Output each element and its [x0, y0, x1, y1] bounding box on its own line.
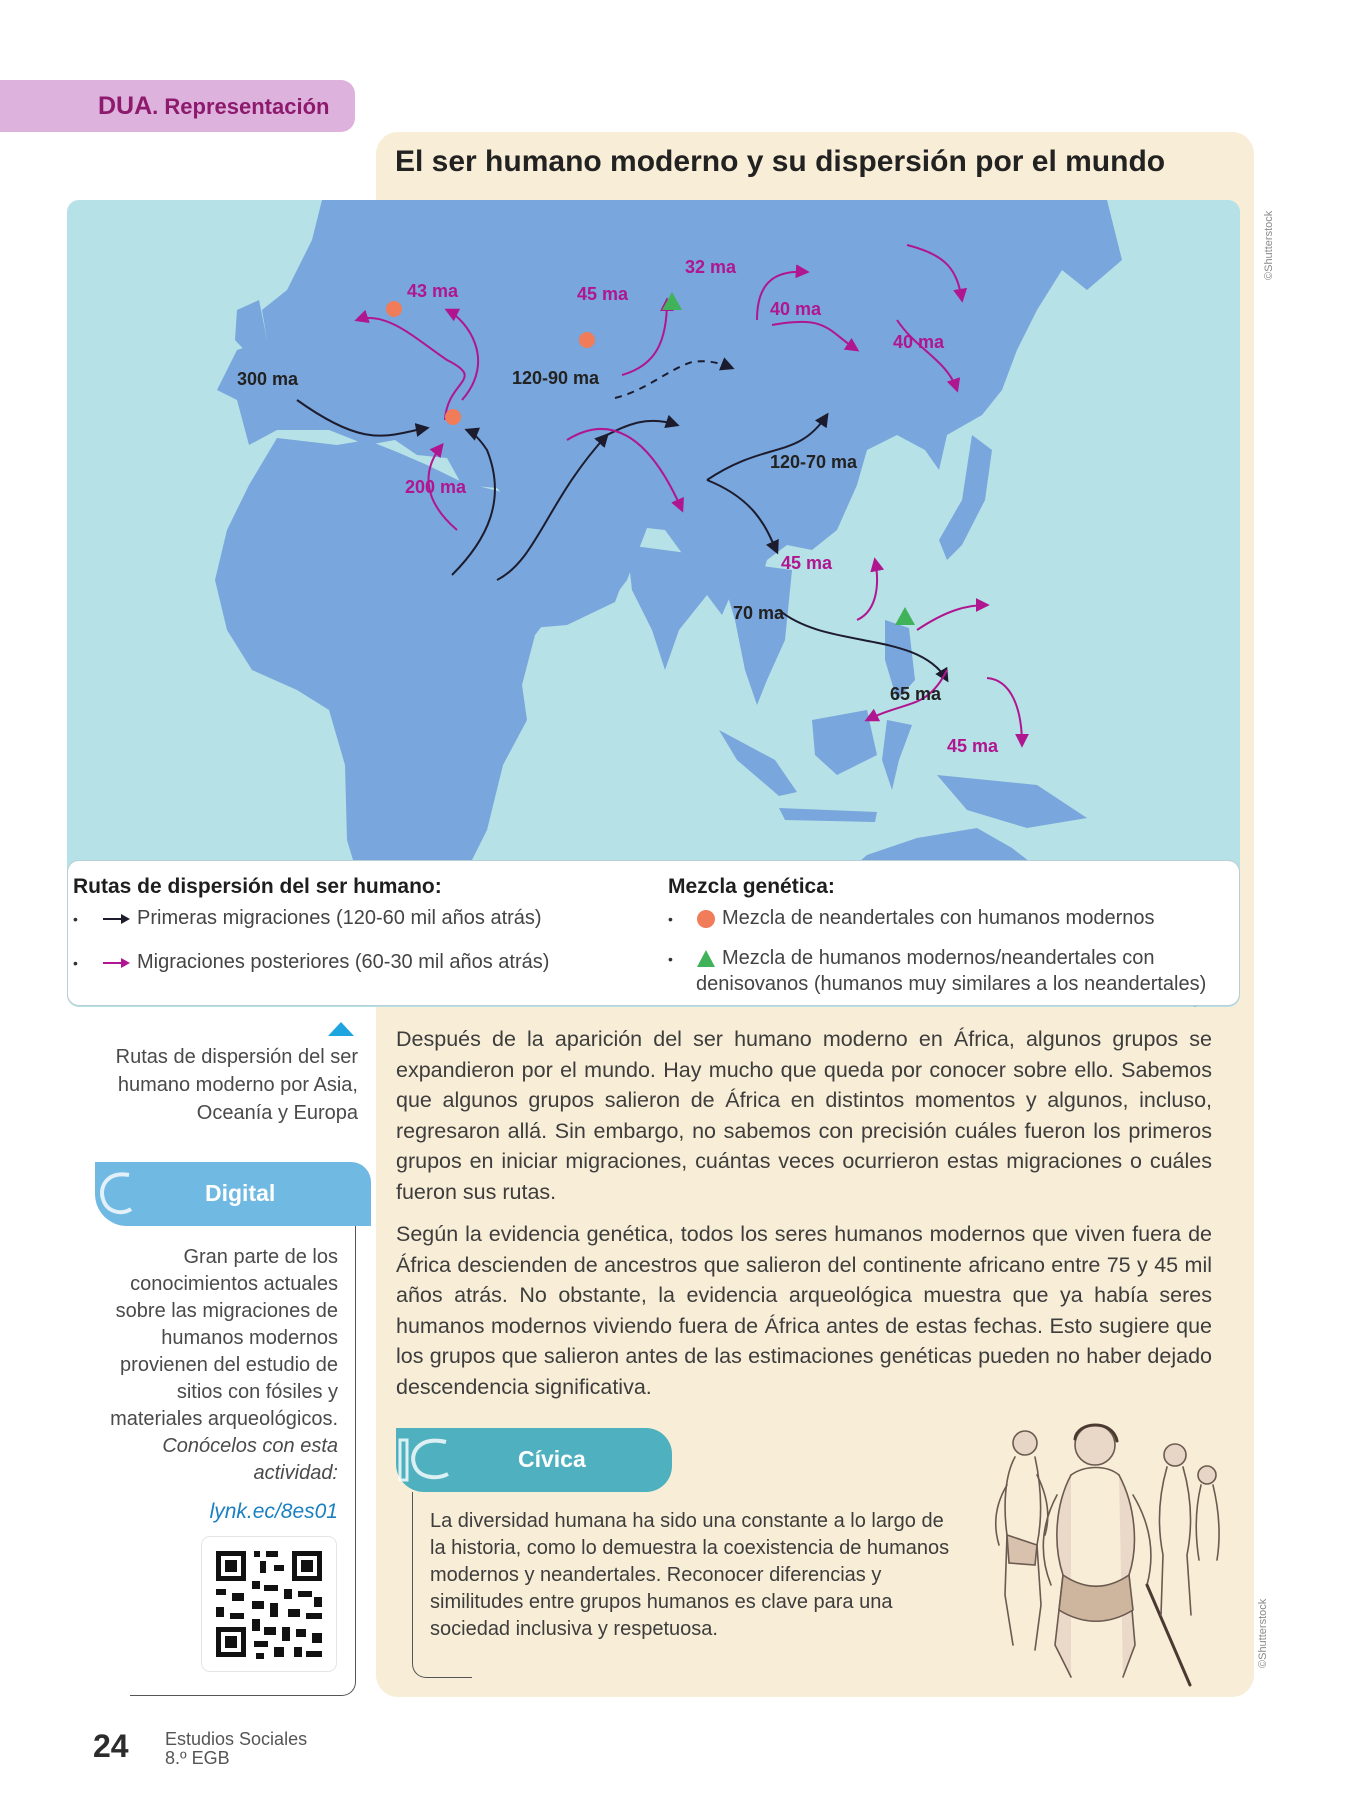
bullet: • [668, 950, 673, 967]
sulawesi-island [882, 720, 912, 790]
paragraph-1: Después de la aparición del ser humano moderno en África, algunos grupos se expandieron por el mundo. Hay mucho que queda por conocer sobre ello. Sabemos que algunos grupos salieron de África en distintos momentos y algunos, incluso, regresaron allá. Sin embargo, no sabemos con precisión cuáles fueron los primeros grupos en iniciar migraciones, cuántas veces ocurrieron estas migraciones o cuáles fueron sus rutas. [396, 1027, 1212, 1204]
map-legend [67, 860, 1240, 1006]
footer-subject-name: Estudios Sociales [165, 1729, 308, 1749]
digital-body: Gran parte de los conocimientos actuales sobre las migraciones de humanos modernos provienen del estudio de sitios con fósiles y materiales arqueológicos. [110, 1246, 338, 1430]
activity-link[interactable]: lynk.ec/8es01 [209, 1500, 338, 1523]
neanderthal-mix-marker [386, 301, 402, 317]
paragraph-2: Según la evidencia genética, todos los seres humanos modernos que viven fuera de África descienden de ancestros que salieron del continente africano entre 75 y 45 mil años atrás. No obstante, la evidencia arqueológica muestra que ya había seres humanos modernos viviendo fuera de África antes de estas fechas. Esto sugiere que los grupos que salieron antes de las estimaciones genéticas pueden no haber dejado descendencia significativa. [396, 1222, 1212, 1399]
digital-tab [95, 1162, 371, 1226]
legend-neanderthal-label: Mezcla de neandertales con humanos modernos [722, 907, 1155, 929]
map-photo-credit: ©Shutterstock [1263, 210, 1275, 280]
qr-code-icon [202, 1537, 336, 1671]
early-humans-illustration [985, 1415, 1225, 1695]
route-45ma-indonesia [857, 560, 877, 620]
illustration-photo-credit: ©Shutterstock [1257, 1598, 1269, 1668]
legend-later-migrations [73, 951, 549, 974]
sumatra-island [719, 730, 797, 796]
magenta-arrow-icon [101, 957, 131, 969]
dua-tab-label: DUA. Representación [98, 92, 330, 120]
route-70ma [779, 610, 947, 680]
japan-islands [939, 435, 992, 560]
new-guinea-island [937, 775, 1087, 828]
label-45ma-central: 45 ma [577, 284, 629, 304]
route-new-guinea [917, 605, 987, 630]
legend-denisovan-mix [668, 947, 1154, 970]
label-40ma-china: 40 ma [770, 299, 822, 319]
java-island [779, 808, 877, 822]
legend-routes-title: Rutas de dispersión del ser humano: [73, 875, 442, 898]
legend-later-label: Migraciones posteriores (60-30 mil años atrás) [137, 951, 550, 973]
label-120-70ma: 120-70 ma [770, 452, 858, 472]
legend-denisovan-label-2: denisovanos (humanos muy similares a los neandertales) [696, 973, 1207, 995]
digital-text [90, 1244, 338, 1487]
denisovan-mix-marker [895, 607, 915, 625]
legend-first-label: Primeras migraciones (120-60 mil años atrás) [137, 907, 542, 929]
southeast-asia-landmass [717, 560, 792, 705]
footer-subject [165, 1730, 307, 1768]
label-45ma-australia: 45 ma [947, 736, 999, 756]
orange-dot-icon [696, 909, 716, 929]
label-300ma: 300 ma [237, 369, 299, 389]
neanderthal-mix-marker [445, 409, 461, 425]
legend-mix-title: Mezcla genética: [668, 875, 835, 898]
bullet: • [73, 910, 78, 927]
digital-italic: Conócelos con esta actividad: [162, 1435, 338, 1484]
route-45ma-australia [987, 678, 1022, 745]
bullet: • [73, 954, 78, 971]
label-32ma: 32 ma [685, 257, 737, 277]
bullet: • [668, 910, 673, 927]
civica-tab [396, 1428, 672, 1492]
label-70ma: 70 ma [733, 603, 785, 623]
dua-section-tab [0, 80, 355, 132]
label-45ma-indonesia: 45 ma [781, 553, 833, 573]
black-arrow-icon [101, 913, 131, 925]
caption-pointer-icon [328, 1022, 354, 1036]
label-120-90ma: 120-90 ma [512, 368, 600, 388]
legend-denisovan-label-1: Mezcla de humanos modernos/neandertales con [722, 947, 1155, 969]
panel-title: El ser humano moderno y su dispersión por el mundo [395, 145, 1166, 178]
legend-neanderthal-mix [668, 907, 1154, 930]
label-40ma-japan: 40 ma [893, 332, 945, 352]
page-number: 24 [93, 1728, 129, 1764]
civica-ic-icon [396, 1432, 456, 1488]
legend-first-migrations [73, 907, 542, 930]
label-65ma: 65 ma [890, 684, 942, 704]
label-43ma: 43 ma [407, 281, 459, 301]
civica-text: La diversidad humana ha sido una constante a lo largo de la historia, como lo demuestra la coexistencia de humanos modernos y neandertales. Reconocer diferencias y similitudes entre grupos humanos es clave para una sociedad inclusiva y respetuosa. [430, 1510, 950, 1640]
digital-c-icon [97, 1169, 137, 1219]
green-triangle-icon [696, 949, 716, 969]
footer-grade: 8.º EGB [165, 1748, 230, 1768]
neanderthal-mix-marker [579, 332, 595, 348]
legend-denisovan-mix-cont [696, 973, 1206, 996]
digital-title: Digital [205, 1180, 276, 1206]
civica-title: Cívica [518, 1446, 586, 1472]
qr-code[interactable] [202, 1537, 336, 1671]
map-caption: Rutas de dispersión del ser humano moderno por Asia, Oceanía y Europa [115, 1046, 358, 1124]
india-landmass [627, 545, 707, 670]
label-200ma: 200 ma [405, 477, 467, 497]
